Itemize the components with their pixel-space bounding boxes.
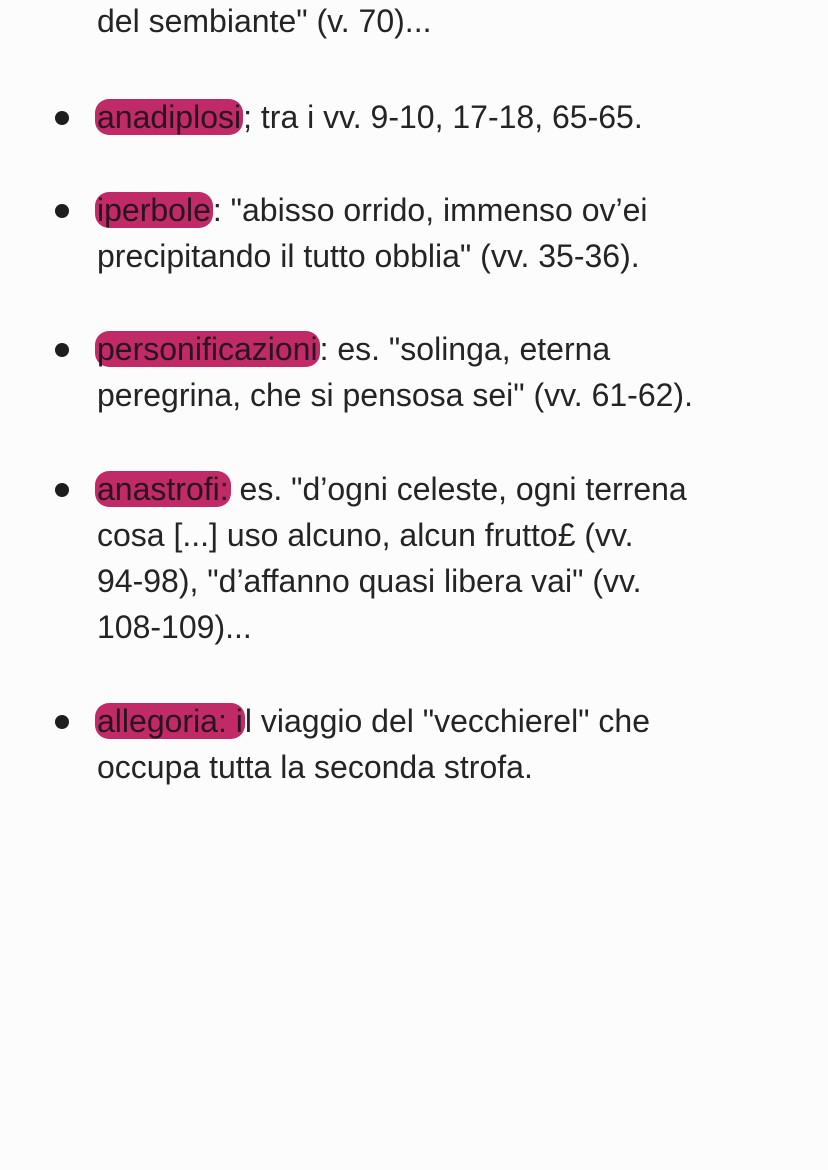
list-item-text: [97, 466, 797, 650]
continuation-text: del sembiante" (v. 70)...: [97, 3, 432, 39]
list-item-line: [97, 698, 797, 744]
list-item-line: [97, 187, 797, 233]
bullet-icon: [55, 111, 69, 125]
list-item-line: occupa tutta la seconda strofa.: [97, 749, 533, 785]
list-item-text: [97, 698, 797, 790]
list-item-line: 94-98), "d’affanno quasi libera vai" (vv.: [97, 563, 642, 599]
list-item-description: l viaggio del "vecchierel" che: [244, 703, 651, 739]
list-item-line: [97, 466, 797, 512]
highlighted-term: anadiplosi: [97, 99, 242, 135]
list-item-description: : es. "solinga, eterna: [319, 331, 611, 367]
bullet-icon: [55, 204, 69, 218]
bullet-icon: [55, 343, 69, 357]
list-item-description: es. "d’ogni celeste, ogni terrena: [230, 471, 687, 507]
bullet-icon: [55, 715, 69, 729]
highlighted-term: anastrofi:: [97, 471, 229, 507]
list-item-line: [97, 326, 797, 372]
list-item-line: 108-109)...: [97, 609, 252, 645]
list-item-line: precipitando il tutto obblia" (vv. 35-36).: [97, 238, 640, 274]
list-item-line: cosa [...] uso alcuno, alcun frutto£ (vv.: [97, 517, 634, 553]
highlighted-term: allegoria: i: [97, 703, 243, 739]
bullet-icon: [55, 483, 69, 497]
list-item-line: peregrina, che si pensosa sei" (vv. 61-62).: [97, 377, 693, 413]
list-item-text: [97, 326, 797, 418]
list-item-line: [97, 94, 797, 140]
highlighted-term: iperbole: [97, 192, 211, 228]
list-item-description: : "abisso orrido, immenso ov’ei: [212, 192, 648, 228]
list-item-description: ; tra i vv. 9-10, 17-18, 65-65.: [243, 99, 643, 135]
list-item-text: [97, 187, 797, 279]
list-item-text: [97, 94, 797, 140]
highlighted-term: personificazioni: [97, 331, 318, 367]
